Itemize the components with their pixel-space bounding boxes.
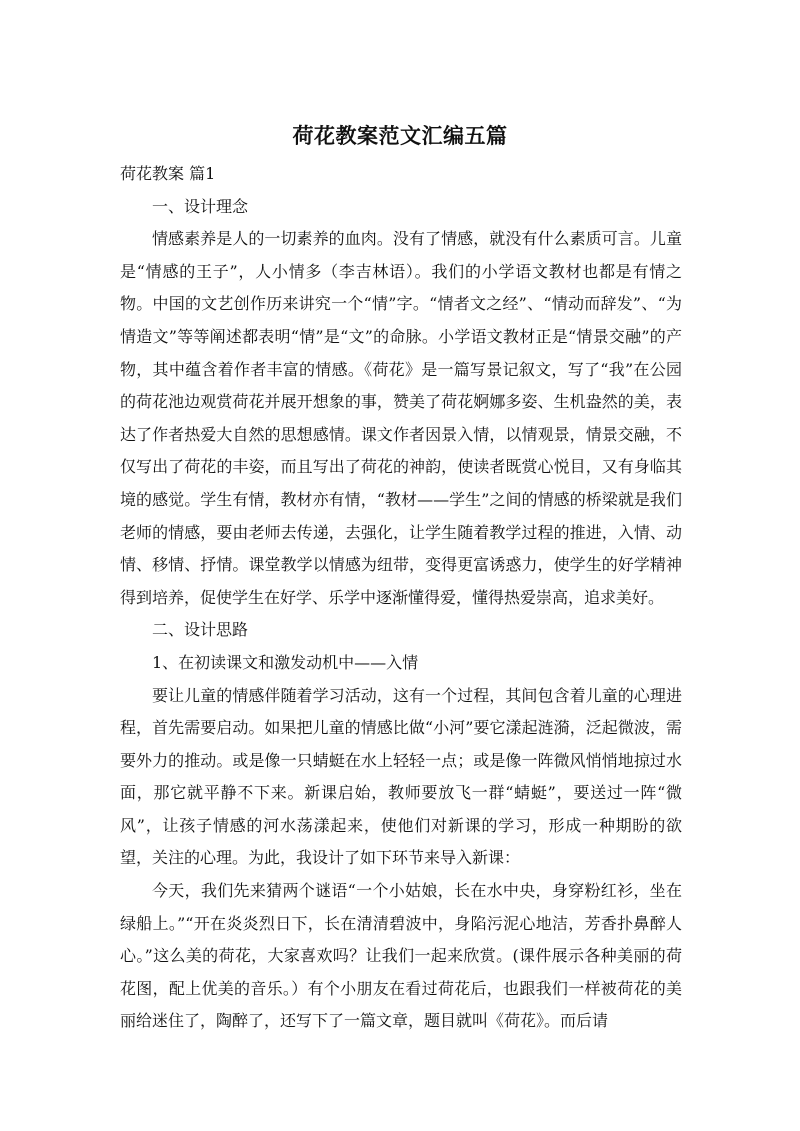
paragraph-step-1: 要让儿童的情感伴随着学习活动，这有一个过程，其间包含着儿童的心理进程，首先需要启动。如果把儿童的情感比做“小河”要它漾起涟漪，泛起微波，需要外力的推动。或是像一只蜻蜓在水上轻轻一点；或是像一阵微风悄悄地掠过水面，那它就平静不下来。新课启始，教师要放飞一群“蜻蜓”，要送过一阵“微风”，让孩子情感的河水荡漾起来，使他们对新课的学习，形成一种期盼的欲望，关注的心理。为此，我设计了如下环节来导入新课： — [120, 685, 682, 868]
document-body — [120, 158, 682, 1038]
paragraph-design-concept: 情感素养是人的一切素养的血肉。没有了情感，就没有什么素质可言。儿童是“情感的王子”，人小情多（李吉林语）。我们的小学语文教材也都是有情之物。中国的文艺创作历来讲究一个“情”字。“情者文之经”、“情动而辞发”、“为情造文”等等阐述都表明“情”是“文”的命脉。小学语文教材正是“情景交融”的产物，其中蕴含着作者丰富的情感。《荷花》是一篇写景记叙文，写了“我”在公园的荷花池边观赏荷花并展开想象的事，赞美了荷花婀娜多姿、生机盎然的美，表达了作者热爱大自然的思想感情。课文作者因景入情，以情观景，情景交融，不仅写出了荷花的丰姿，而且写出了荷花的神韵，使读者既赏心悦目，又有身临其境的感觉。学生有情，教材亦有情，“教材——学生”之间的情感的桥梁就是我们老师的情感，要由老师去传递，去强化，让学生随着教学过程的推进，入情、动情、移情、抒情。课堂教学以情感为纽带，变得更富诱惑力，使学生的好学精神得到培养，促使学生在好学、乐学中逐渐懂得爱，懂得热爱崇高，追求美好。 — [120, 229, 682, 607]
document-title: 荷花教案范文汇编五篇 — [292, 124, 508, 148]
heading-step-1: 1、在初读课文和激发动机中——入情 — [152, 652, 419, 672]
heading-design-approach: 二、设计思路 — [152, 620, 249, 640]
paragraph-lesson-intro: 今天，我们先来猜两个谜语“一个小姑娘，长在水中央，身穿粉红衫，坐在绿船上。”“开在炎炎烈日下，长在清清碧波中，身陷污泥心地洁，芳香扑鼻醉人心。”这么美的荷花，大家喜欢吗？让我们一起来欣赏。(课件展示各种美丽的荷花图，配上优美的音乐。）有个小朋友在看过荷花后，也跟我们一样被荷花的美丽给迷住了，陶醉了，还写下了一篇文章，题目就叫《荷花》。而后请 — [120, 881, 682, 1031]
section-label: 荷花教案 篇1 — [120, 164, 216, 183]
heading-design-concept: 一、设计理念 — [152, 196, 249, 216]
